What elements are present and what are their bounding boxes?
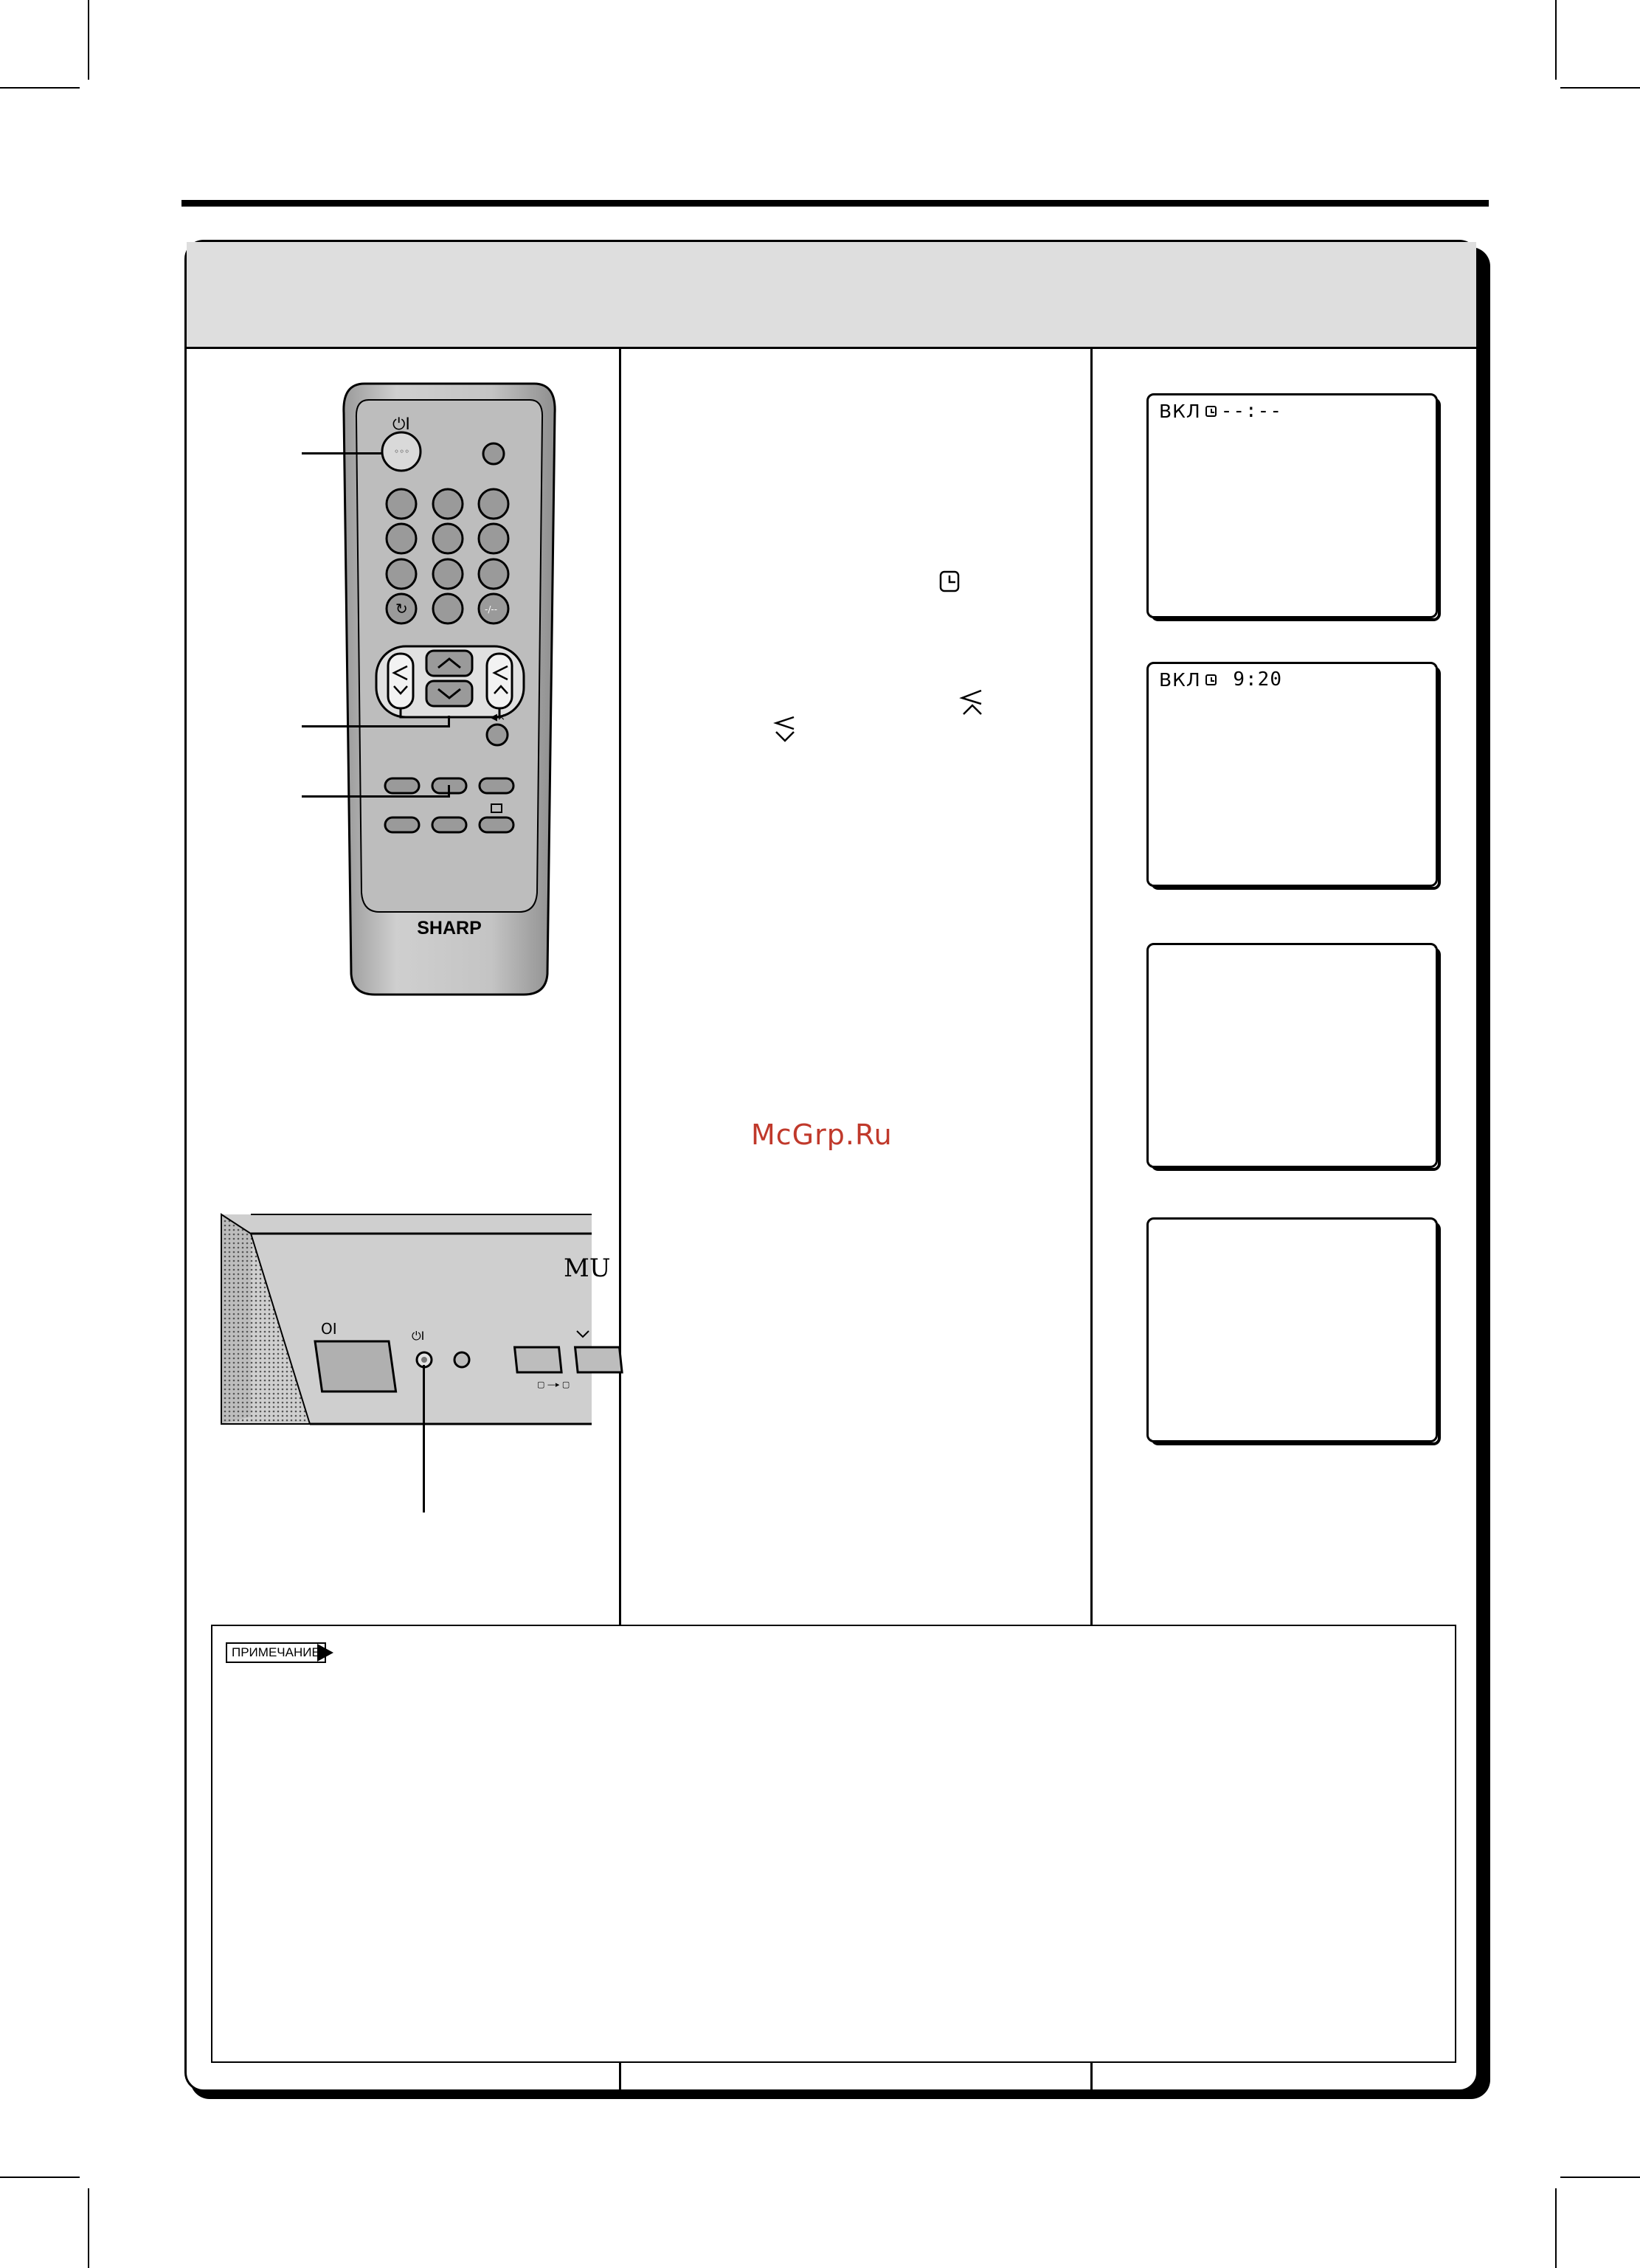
callout-line-volume-stem (448, 716, 450, 727)
crop-mark (0, 87, 80, 89)
top-rule (181, 200, 1489, 207)
crop-mark (1560, 2177, 1640, 2178)
tv-screen-2 (1146, 662, 1438, 887)
svg-text:MU: MU (564, 1254, 611, 1283)
osd-label: ВКЛ (1159, 400, 1201, 422)
crop-mark (1560, 87, 1640, 89)
note-tag: ПРИМЕЧАНИЕ (226, 1642, 326, 1663)
remote-brand-logo: SHARP (417, 918, 482, 938)
callout-line-volume (302, 725, 449, 727)
callout-line-button-stem (448, 785, 450, 798)
osd-readout (1159, 400, 1282, 422)
osd-time: --:-- (1220, 400, 1282, 422)
callout-line-power (302, 452, 383, 454)
svg-text:◦◦◦: ◦◦◦ (394, 446, 410, 457)
volume-down-icon (772, 714, 798, 744)
remote-control (342, 384, 556, 995)
tv-screen-1 (1146, 393, 1438, 618)
crop-mark (88, 2188, 89, 2268)
tv-screen-3 (1146, 943, 1438, 1168)
volume-up-icon (958, 688, 986, 717)
svg-text:◀×: ◀× (490, 712, 505, 723)
tv-screen-4 (1146, 1217, 1438, 1442)
callout-line-button (302, 795, 449, 798)
clock-icon (1205, 674, 1217, 685)
note-arrow-icon (317, 1644, 333, 1662)
crop-mark (0, 2177, 80, 2178)
watermark-text: McGrp.Ru (751, 1119, 893, 1151)
crop-mark (1555, 2188, 1557, 2268)
svg-text:⏻I: ⏻I (412, 1329, 425, 1343)
timer-icon (938, 570, 962, 595)
crop-mark (1555, 0, 1557, 80)
svg-text:OI: OI (321, 1320, 337, 1338)
tv-front-panel (214, 1210, 611, 1431)
svg-text:⏻I: ⏻I (392, 415, 410, 434)
osd-time: 9:20 (1220, 668, 1282, 691)
crop-mark (88, 0, 89, 80)
svg-text:↻: ↻ (395, 600, 408, 618)
osd-label: ВКЛ (1159, 668, 1201, 691)
panel-header (187, 242, 1476, 349)
clock-icon (1205, 406, 1217, 417)
osd-readout (1159, 668, 1282, 691)
svg-text:-/--: -/-- (485, 604, 498, 615)
note-box (211, 1625, 1456, 2063)
svg-text:▢ —▸ ▢: ▢ —▸ ▢ (537, 1380, 570, 1389)
callout-line-indicator (423, 1365, 425, 1512)
